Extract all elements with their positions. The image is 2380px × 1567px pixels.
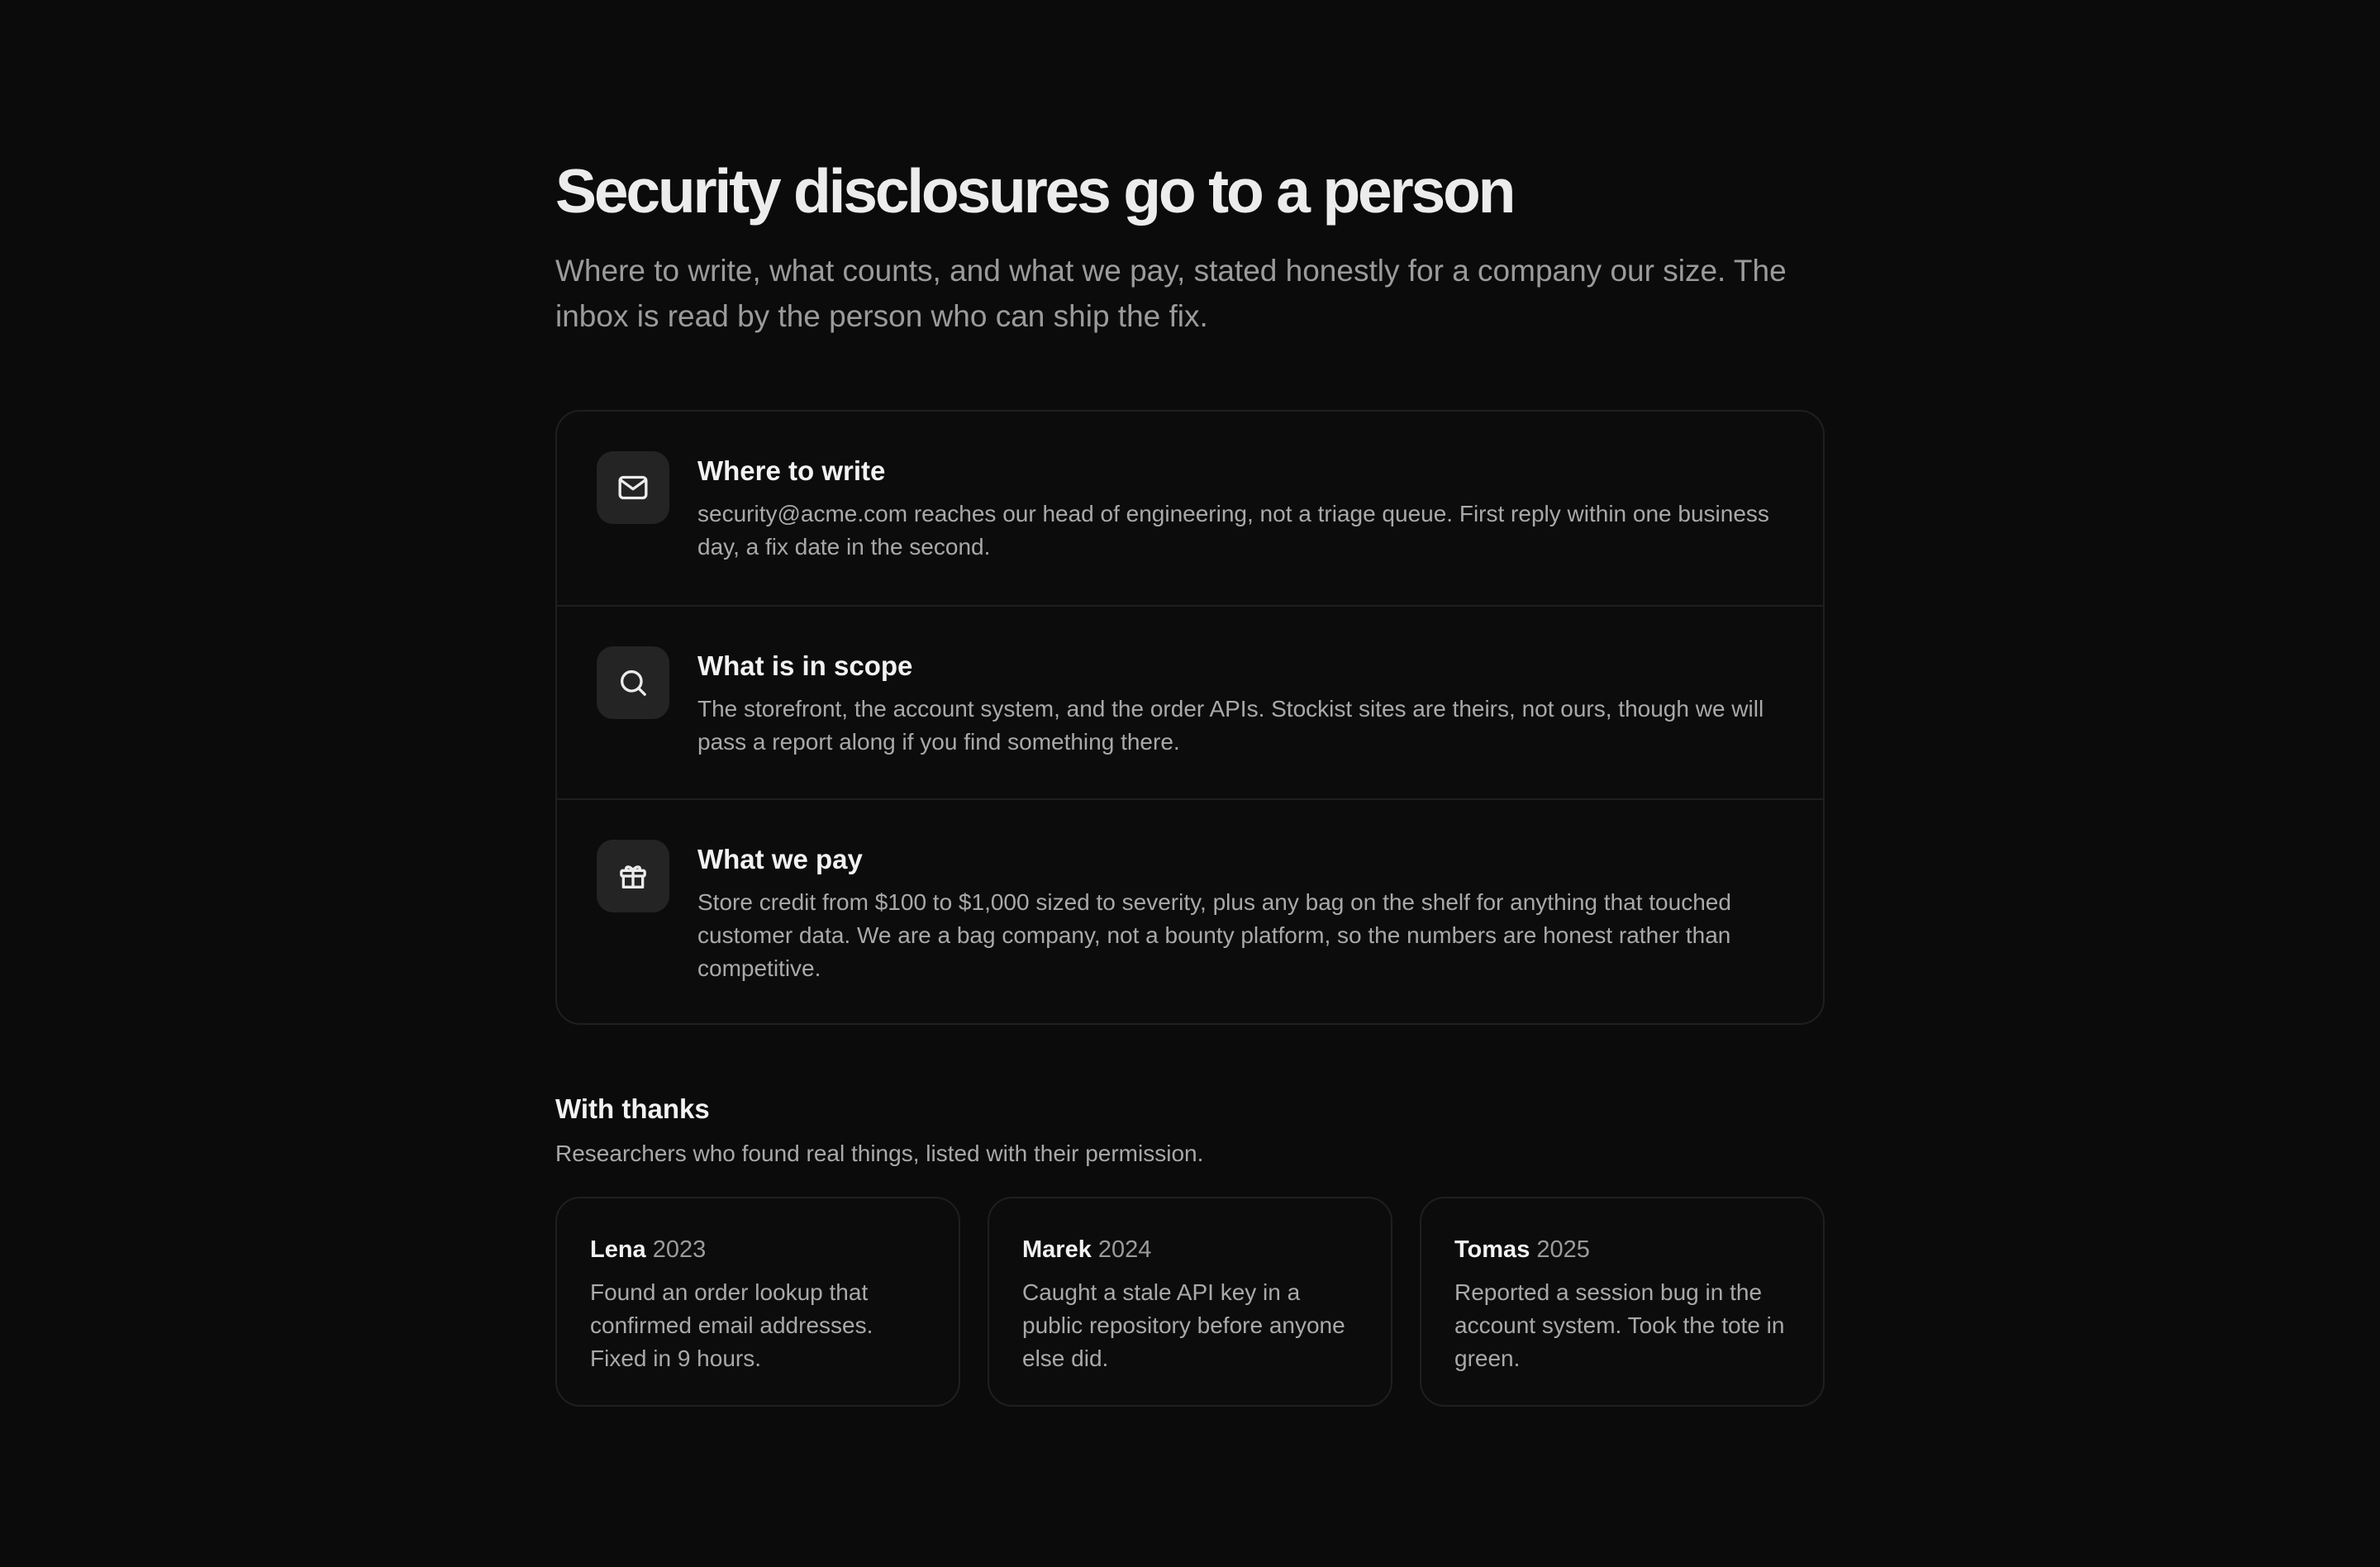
researcher-year: 2023 — [652, 1236, 707, 1263]
thanks-subtitle: Researchers who found real things, listed with their permission. — [555, 1141, 1204, 1166]
researcher-note: Caught a stale API key in a public repository before anyone else did. — [1022, 1279, 1345, 1371]
researcher-year: 2024 — [1097, 1236, 1152, 1263]
researcher-cards — [555, 1197, 1825, 1407]
policy-item-scope — [557, 605, 1823, 798]
researcher-name: Marek — [1022, 1236, 1092, 1263]
researcher-header — [1454, 1233, 1590, 1266]
researcher-card — [1420, 1197, 1825, 1407]
policy-item-title: What is in scope — [697, 650, 913, 681]
policy-item-payment — [557, 798, 1823, 1025]
page-title: Security disclosures go to a person — [555, 156, 1514, 226]
gift-icon — [597, 840, 669, 912]
policy-item-where-to-write — [557, 412, 1823, 605]
researcher-note: Found an order lookup that confirmed email addresses. Fixed in 9 hours. — [590, 1279, 873, 1371]
policy-item-body: Store credit from $100 to $1,000 sized to severity, plus any bag on the shelf for anything that touched customer data. We are a bag company, not a bounty platform, so the numbers are honest rather than competitive. — [697, 889, 1731, 981]
policy-item-body: The storefront, the account system, and the order APIs. Stockist sites are theirs, not ours, though we will pass a report along if you find something there. — [697, 696, 1764, 755]
policy-item-title: What we pay — [697, 844, 863, 874]
policy-panel — [555, 410, 1825, 1025]
mail-icon — [597, 451, 669, 524]
policy-item-title: Where to write — [697, 455, 886, 486]
page-subtitle: Where to write, what counts, and what we pay, stated honestly for a company our size. The inbox is read by the person who can ship the fix. — [555, 254, 1787, 333]
researcher-card — [555, 1197, 960, 1407]
researcher-header — [590, 1233, 706, 1266]
researcher-header — [1022, 1233, 1151, 1266]
researcher-card — [988, 1197, 1392, 1407]
search-icon — [597, 646, 669, 719]
thanks-heading: With thanks — [555, 1093, 710, 1124]
researcher-name: Tomas — [1454, 1236, 1530, 1263]
policy-item-body: security@acme.com reaches our head of engineering, not a triage queue. First reply within one business day, a fix date in the second. — [697, 501, 1769, 560]
researcher-name: Lena — [590, 1236, 646, 1263]
researcher-year: 2025 — [1536, 1236, 1590, 1263]
researcher-note: Reported a session bug in the account system. Took the tote in green. — [1454, 1279, 1785, 1371]
